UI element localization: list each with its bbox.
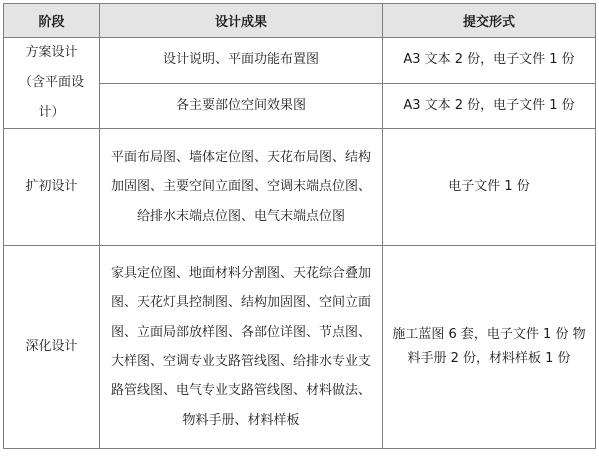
- phase-cell: 扩初设计: [4, 129, 100, 246]
- format-cell: 施工蓝图 6 套，电子文件 1 份 物料手册 2 份，材料样板 1 份: [383, 246, 596, 449]
- header-result: 设计成果: [100, 4, 383, 38]
- header-phase: 阶段: [4, 4, 100, 38]
- format-cell: A3 文本 2 份，电子文件 1 份: [383, 83, 596, 129]
- table-row: [4, 246, 596, 449]
- format-cell: A3 文本 2 份，电子文件 1 份: [383, 38, 596, 84]
- deliverables-table: [3, 3, 596, 449]
- header-row: [4, 4, 596, 38]
- format-cell: 电子文件 1 份: [383, 129, 596, 246]
- table-row: [4, 38, 596, 84]
- phase-cell: 方案设计（含平面设计）: [4, 38, 100, 129]
- table-row: [4, 129, 596, 246]
- header-format: 提交形式: [383, 4, 596, 38]
- table-header: [4, 4, 596, 38]
- phase-cell: 深化设计: [4, 246, 100, 449]
- table-body: [4, 38, 596, 449]
- result-cell: 各主要部位空间效果图: [100, 83, 383, 129]
- result-cell: 家具定位图、地面材料分割图、天花综合叠加图、天花灯具控制图、结构加固图、空间立面图、立面局部放样图、各部位详图、节点图、大样图、空调专业支路管线图、给排水专业支路管线图、电气专业支路管线图、材料做法、物料手册、材料样板: [100, 246, 383, 449]
- result-cell: 平面布局图、墙体定位图、天花布局图、结构加固图、主要空间立面图、空调末端点位图、给排水末端点位图、电气末端点位图: [100, 129, 383, 246]
- result-cell: 设计说明、平面功能布置图: [100, 38, 383, 84]
